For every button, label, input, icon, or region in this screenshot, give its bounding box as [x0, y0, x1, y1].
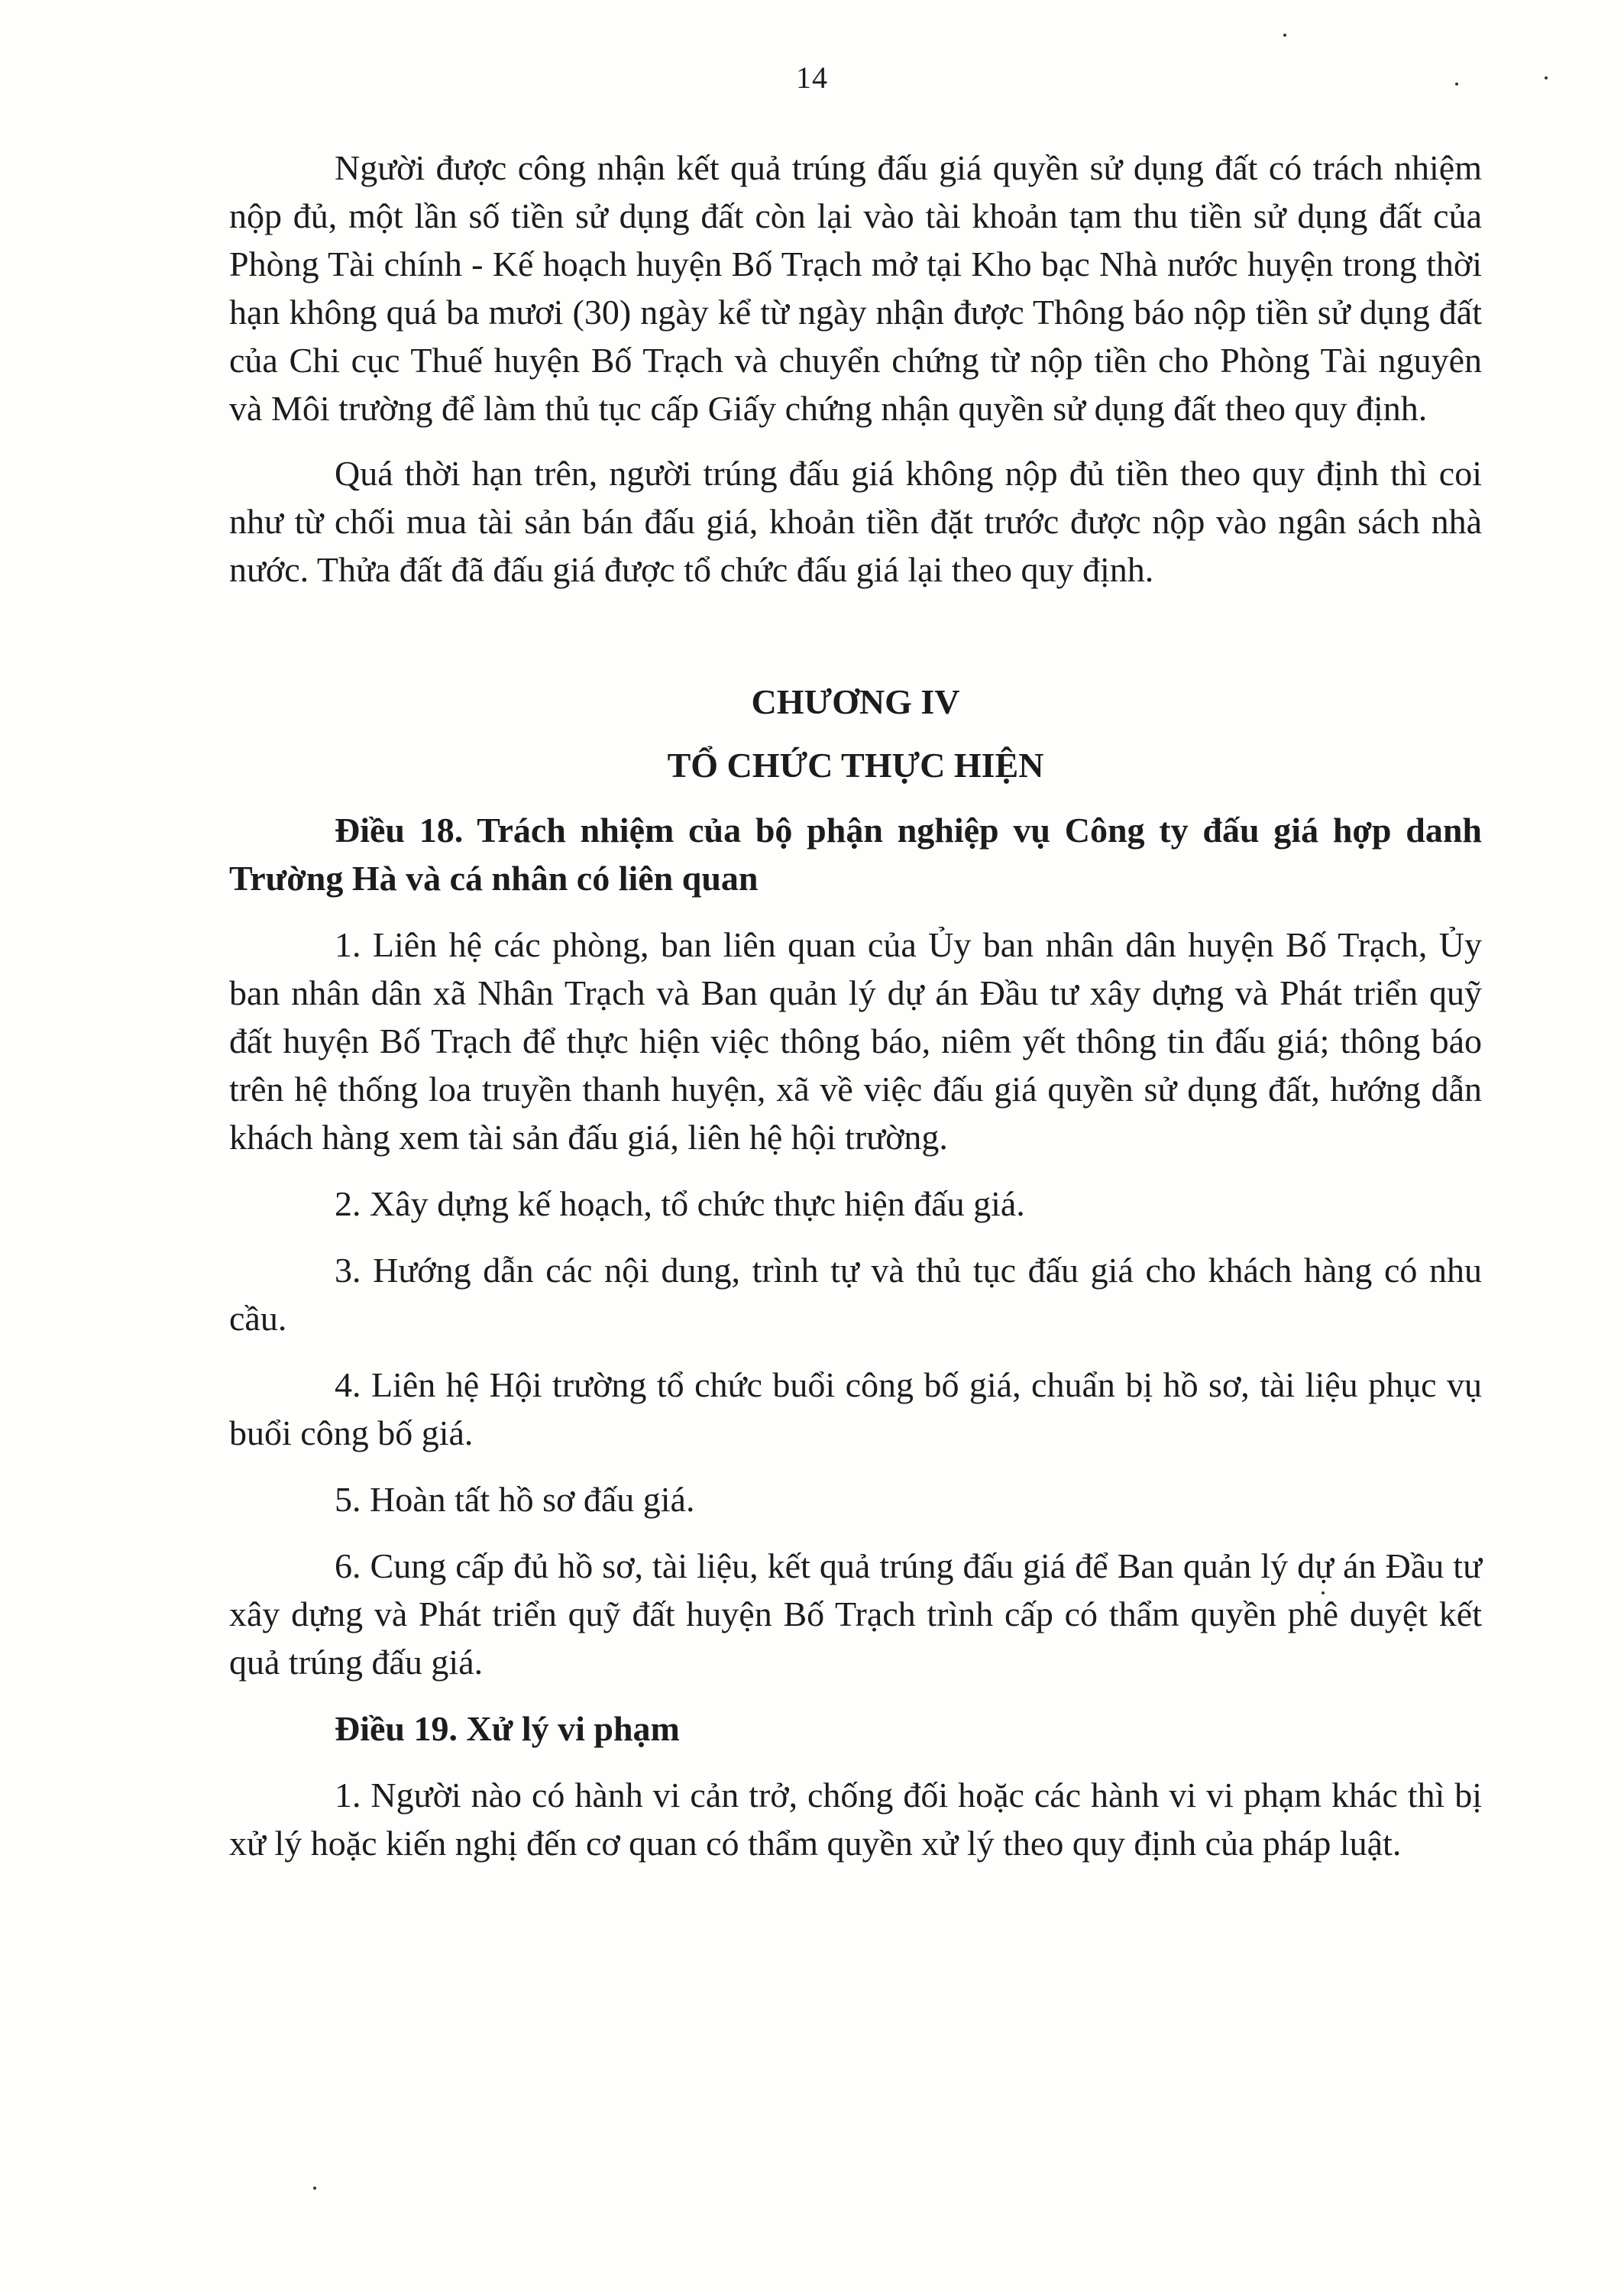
- article-18-item-5: 5. Hoàn tất hồ sơ đấu giá.: [335, 1480, 695, 1519]
- scan-speck: [1322, 1591, 1325, 1594]
- page-number: 14: [796, 60, 828, 95]
- article-18-item-2: 2. Xây dựng kế hoạch, tổ chức thực hiện đấu giá.: [335, 1184, 1025, 1223]
- scan-speck: [1455, 83, 1458, 86]
- article-18-item-6: 6. Cung cấp đủ hồ sơ, tài liệu, kết quả trúng đấu giá để Ban quản lý dự án Đầu tư xây dựng và Phát triển quỹ đất huyện Bố Trạch trình cấp có thẩm quyền phê duyệt kết quả trúng đấu giá.: [229, 1546, 1482, 1682]
- scan-speck: [1545, 76, 1548, 79]
- document-body: [229, 144, 1482, 1867]
- paragraph-late-payment: Quá thời hạn trên, người trúng đấu giá không nộp đủ tiền theo quy định thì coi như từ chối mua tài sản bán đấu giá, khoản tiền đặt trước được nộp vào ngân sách nhà nước. Thửa đất đã đấu giá được tổ chức đấu giá lại theo quy định.: [229, 454, 1482, 589]
- chapter-title: TỔ CHỨC THỰC HIỆN: [667, 746, 1044, 785]
- article-19-item-1: 1. Người nào có hành vi cản trở, chống đối hoặc các hành vi vi phạm khác thì bị xử lý hoặc kiến nghị đến cơ quan có thẩm quyền xử lý theo quy định của pháp luật.: [229, 1776, 1482, 1863]
- article-18-heading: Điều 18. Trách nhiệm của bộ phận nghiệp vụ Công ty đấu giá hợp danh Trường Hà và cá nhân có liên quan: [229, 811, 1482, 898]
- scan-speck: [1283, 34, 1286, 37]
- chapter-number: CHƯƠNG IV: [751, 682, 960, 721]
- scan-speck: [313, 2187, 316, 2190]
- article-18-item-4: 4. Liên hệ Hội trường tổ chức buổi công bố giá, chuẩn bị hồ sơ, tài liệu phục vụ buổi công bố giá.: [229, 1365, 1482, 1452]
- article-19-heading: Điều 19. Xử lý vi phạm: [335, 1709, 680, 1748]
- article-18-item-1: 1. Liên hệ các phòng, ban liên quan của Ủy ban nhân dân huyện Bố Trạch, Ủy ban nhân dân xã Nhân Trạch và Ban quản lý dự án Đầu tư xây dựng và Phát triển quỹ đất huyện Bố Trạch để thực hiện việc thông báo, niêm yết thông tin đấu giá; thông báo trên hệ thống loa truyền thanh huyện, xã về việc đấu giá quyền sử dụng đất, hướng dẫn khách hàng xem tài sản đấu giá, liên hệ hội trường.: [229, 925, 1482, 1157]
- article-18-item-3: 3. Hướng dẫn các nội dung, trình tự và thủ tục đấu giá cho khách hàng có nhu cầu.: [229, 1251, 1482, 1338]
- paragraph-payment-obligation: Người được công nhận kết quả trúng đấu giá quyền sử dụng đất có trách nhiệm nộp đủ, một lần số tiền sử dụng đất còn lại vào tài khoản tạm thu tiền sử dụng đất của Phòng Tài chính - Kế hoạch huyện Bố Trạch mở tại Kho bạc Nhà nước huyện trong thời hạn không quá ba mươi (30) ngày kể từ ngày nhận được Thông báo nộp tiền sử dụng đất của Chi cục Thuế huyện Bố Trạch và chuyển chứng từ nộp tiền cho Phòng Tài nguyên và Môi trường để làm thủ tục cấp Giấy chứng nhận quyền sử dụng đất theo quy định.: [229, 148, 1482, 428]
